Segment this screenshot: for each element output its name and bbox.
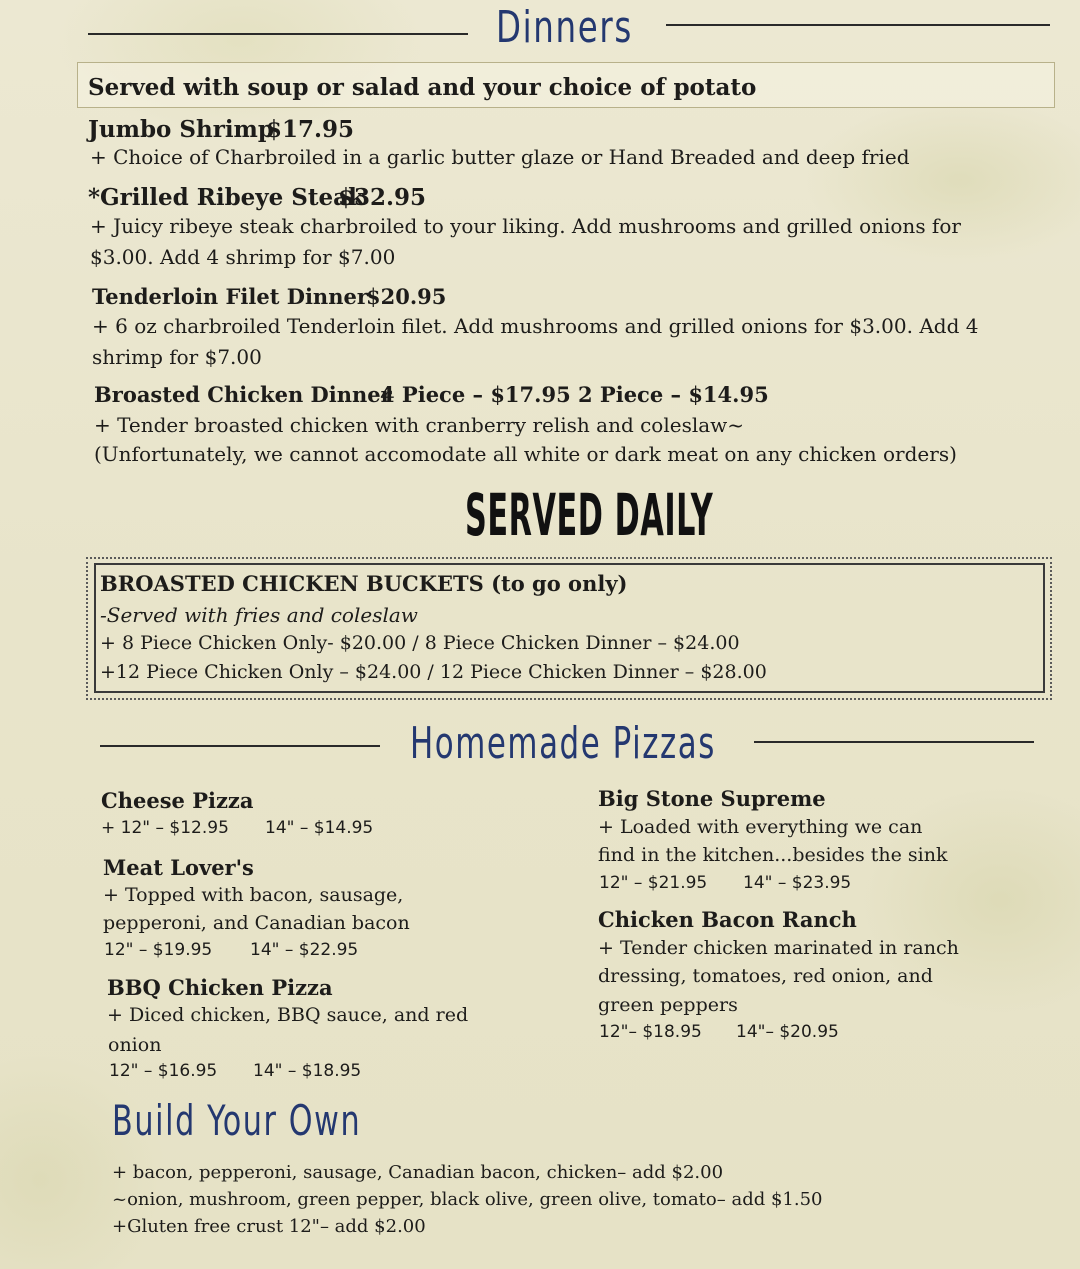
build-line: + bacon, pepperoni, sausage, Canadian bacon, chicken– add $2.00 xyxy=(112,1162,724,1183)
pizza-desc: pepperoni, and Canadian bacon xyxy=(103,912,410,934)
served-with-note: Served with soup or salad and your choice of potato xyxy=(88,74,757,101)
menu-item-price: 4 Piece – $17.95 2 Piece – $14.95 xyxy=(380,382,769,407)
menu-item-price: $17.95 xyxy=(266,116,355,143)
pizza-desc: + Diced chicken, BBQ sauce, and red xyxy=(107,1004,469,1026)
menu-item-desc: $3.00. Add 4 shrimp for $7.00 xyxy=(90,245,396,269)
menu-item-name: Broasted Chicken Dinner xyxy=(94,382,392,407)
pizza-price-small: 12" – $16.95 xyxy=(109,1061,218,1081)
pizza-price-small: 12"– $18.95 xyxy=(599,1022,702,1042)
pizza-name: Big Stone Supreme xyxy=(598,786,826,811)
menu-item-desc: + Tender broasted chicken with cranberry relish and coleslaw~ xyxy=(94,413,745,437)
pizzas-heading: Homemade Pizzas xyxy=(410,718,716,769)
menu-item-name: Jumbo Shrimp xyxy=(88,116,274,143)
menu-item-desc: + Choice of Charbroiled in a garlic butter glaze or Hand Breaded and deep fried xyxy=(90,145,910,169)
build-line: +Gluten free crust 12"– add $2.00 xyxy=(112,1216,426,1237)
pizza-price-large: 14" – $22.95 xyxy=(250,940,359,960)
dinners-heading: Dinners xyxy=(496,2,633,53)
pizza-name: Cheese Pizza xyxy=(101,788,254,813)
pizza-desc: dressing, tomatoes, red onion, and xyxy=(598,965,933,987)
pizza-desc: + Tender chicken marinated in ranch xyxy=(598,937,959,959)
pizza-price-large: 14" – $23.95 xyxy=(743,873,852,893)
pizzas-rule-right xyxy=(754,741,1034,743)
pizza-price-small: 12" – $21.95 xyxy=(599,873,708,893)
dinners-rule-left xyxy=(88,33,468,35)
menu-item-desc: shrimp for $7.00 xyxy=(92,345,262,369)
build-your-own-heading: Build Your Own xyxy=(112,1096,362,1145)
build-line: ~onion, mushroom, green pepper, black olive, green olive, tomato– add $1.50 xyxy=(112,1189,823,1210)
pizza-price-large: 14"– $20.95 xyxy=(736,1022,839,1042)
dinners-rule-right xyxy=(666,24,1050,26)
pizza-price-large: 14" – $14.95 xyxy=(265,818,374,838)
bucket-line: + 8 Piece Chicken Only- $20.00 / 8 Piece Chicken Dinner – $24.00 xyxy=(100,632,740,654)
pizza-price-small: 12" – $19.95 xyxy=(104,940,213,960)
served-daily-heading: SERVED DAILY xyxy=(465,481,714,549)
pizza-desc: + Topped with bacon, sausage, xyxy=(103,884,404,906)
pizza-name: BBQ Chicken Pizza xyxy=(107,975,333,1000)
menu-item-desc: (Unfortunately, we cannot accomodate all white or dark meat on any chicken orders) xyxy=(94,442,957,466)
pizza-desc: green peppers xyxy=(598,994,738,1016)
menu-item-price: $32.95 xyxy=(338,184,427,211)
bucket-title: BROASTED CHICKEN BUCKETS (to go only) xyxy=(100,571,628,596)
pizzas-rule-left xyxy=(100,745,380,747)
pizza-name: Chicken Bacon Ranch xyxy=(598,907,857,932)
bucket-line: +12 Piece Chicken Only – $24.00 / 12 Piece Chicken Dinner – $28.00 xyxy=(100,661,767,683)
pizza-price-large: 14" – $18.95 xyxy=(253,1061,362,1081)
pizza-desc: + Loaded with everything we can xyxy=(598,816,923,838)
bucket-subtitle: -Served with fries and coleslaw xyxy=(100,603,418,627)
pizza-desc: onion xyxy=(108,1034,162,1056)
menu-item-desc: + 6 oz charbroiled Tenderloin filet. Add mushrooms and grilled onions for $3.00. Add 4 xyxy=(92,314,979,338)
menu-item-name: Tenderloin Filet Dinner xyxy=(92,284,368,309)
menu-item-name: *Grilled Ribeye Steak xyxy=(88,184,364,211)
menu-item-price: $20.95 xyxy=(366,284,447,309)
pizza-price-small: + 12" – $12.95 xyxy=(101,818,229,838)
pizza-name: Meat Lover's xyxy=(103,855,254,880)
pizza-desc: find in the kitchen...besides the sink xyxy=(598,844,948,866)
menu-item-desc: + Juicy ribeye steak charbroiled to your liking. Add mushrooms and grilled onions for xyxy=(90,214,961,238)
